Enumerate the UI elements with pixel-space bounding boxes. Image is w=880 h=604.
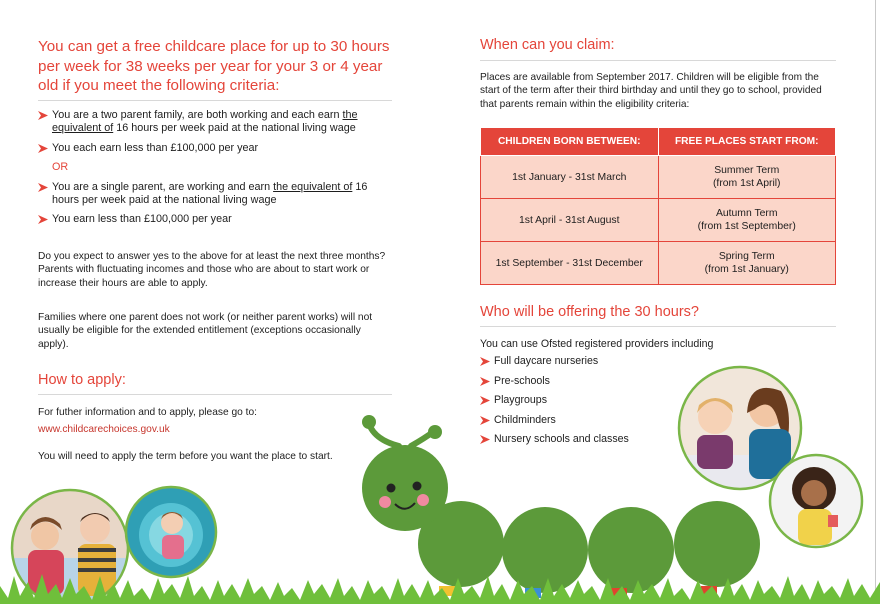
how-to-apply-heading: How to apply: — [38, 372, 126, 388]
places-start-cell: Summer Term (from 1st April) — [658, 156, 836, 199]
page-edge — [875, 0, 876, 604]
column-header: FREE PLACES START FROM: — [658, 128, 836, 156]
places-start-cell: Spring Term (from 1st January) — [658, 242, 836, 285]
apply-timing-note: You will need to apply the term before you want the place to start. — [38, 451, 333, 462]
arrow-bullet-icon — [38, 183, 48, 192]
when-claim-heading: When can you claim: — [480, 37, 615, 53]
criteria-item: You each earn less than £100,000 per year — [38, 142, 383, 155]
table-row — [481, 242, 836, 285]
grass-decoration — [0, 564, 880, 604]
list-item: Nursery schools and classes — [480, 433, 629, 453]
non-working-parent-text: Families where one parent does not work (or neither parent works) will not usually be eligible for the extended entitlement (exceptions occasionally apply). — [38, 312, 373, 350]
arrow-bullet-icon — [480, 396, 490, 405]
list-item: Full daycare nurseries — [480, 355, 629, 375]
places-start-cell: Autumn Term (from 1st September) — [658, 199, 836, 242]
divider — [38, 100, 392, 101]
girl-playing-photo — [768, 453, 868, 553]
divider — [480, 60, 836, 61]
divider — [38, 394, 392, 395]
eligibility-heading: You can get a free childcare place for up to 30 hours per week for 38 weeks per year for your 3 or 4 year old if you meet the following criteria: — [38, 38, 390, 94]
who-offers-heading: Who will be offering the 30 hours? — [480, 304, 699, 320]
criteria-item: You earn less than £100,000 per year — [38, 213, 383, 226]
criteria-list — [38, 109, 383, 227]
born-between-cell: 1st April - 31st August — [481, 199, 659, 242]
arrow-bullet-icon — [38, 144, 48, 153]
born-between-cell: 1st September - 31st December — [481, 242, 659, 285]
childcare-choices-link[interactable]: www.childcarechoices.gov.uk — [38, 424, 170, 435]
list-item: Pre-schools — [480, 375, 629, 395]
list-item: Childminders — [480, 414, 629, 434]
providers-intro: You can use Ofsted registered providers including — [480, 338, 714, 350]
table-row — [481, 199, 836, 242]
table-row — [481, 156, 836, 199]
or-separator: OR — [52, 161, 69, 174]
arrow-bullet-icon — [38, 111, 48, 120]
column-header: CHILDREN BORN BETWEEN: — [481, 128, 659, 156]
apply-info-text: For futher information and to apply, please go to: — [38, 407, 257, 418]
claim-dates-table — [480, 127, 836, 285]
divider — [480, 326, 836, 327]
list-item: Playgroups — [480, 394, 629, 414]
claim-eligibility-text: Places are available from September 2017. Children will be eligible from the start of the term after their third birthday and until they go to school, provided that parents remain within the eligibility criteria: — [480, 72, 822, 110]
fluctuating-income-text: Do you expect to answer yes to the above for at least the next three months? Parents with fluctuating incomes and those who are about to start work or increase their hours are able to apply. — [38, 251, 386, 289]
arrow-bullet-icon — [480, 377, 490, 386]
criteria-item: You are a two parent family, are both working and each earn the equivalent of 16 hours per week paid at the national living wage — [38, 109, 383, 136]
criteria-item: You are a single parent, are working and earn the equivalent of 16 hours per week paid at the national living wage — [38, 181, 383, 208]
arrow-bullet-icon — [38, 215, 48, 224]
born-between-cell: 1st January - 31st March — [481, 156, 659, 199]
arrow-bullet-icon — [480, 357, 490, 366]
table-header-row — [481, 128, 836, 156]
